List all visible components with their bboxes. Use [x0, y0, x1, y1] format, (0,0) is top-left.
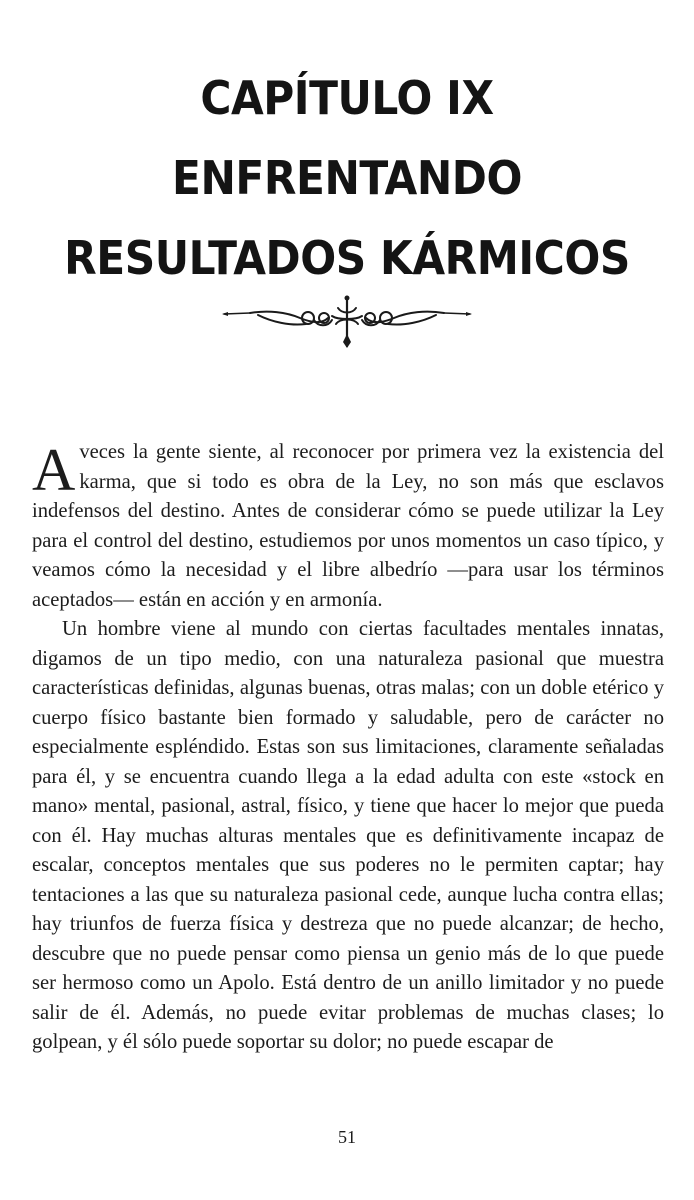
chapter-number: CAPÍTULO IX: [200, 71, 494, 125]
paragraph-1: [32, 438, 664, 615]
decorative-divider-ornament: [220, 294, 474, 350]
page-number: 51: [338, 1127, 356, 1147]
chapter-heading: [0, 58, 694, 298]
drop-cap-letter: A: [32, 437, 76, 503]
chapter-body-text: [32, 438, 664, 1058]
chapter-title-line-1: ENFRENTANDO: [172, 151, 522, 205]
paragraph-2: Un hombre viene al mundo con ciertas facultades mentales innatas, digamos de un tipo medio, con una naturaleza pasional que muestra características definidas, algunas buenas, otras malas; con un doble etérico y cuerpo físico bastante bien formado y saludable, pero de carácter no especialmente espléndido. Estas son sus limitaciones, claramente señaladas para él, y se encuentra cuando llega a la edad adulta con este «stock en mano» mental, pasional, astral, físico, y tiene que hacer lo mejor que pueda con él. Hay muchas alturas mentales que es definitivamente incapaz de escalar, conceptos mentales que sus poderes no le permiten captar; hay tentaciones a las que su naturaleza pasional cede, aunque lucha contra ellas; hay triunfos de fuerza física y destreza que no puede alcanzar; de hecho, descubre que no puede pensar como piensa un genio más de lo que puede ser hermoso como un Apolo. Está dentro de un anillo limitador y no puede salir de él. Además, no puede evitar problemas de muchas clases; lo golpean, y él sólo puede soportar su dolor; no puede escapar de: [32, 618, 664, 1053]
chapter-title-line-2: RESULTADOS KÁRMICOS: [64, 231, 630, 285]
paragraph-1-text: veces la gente siente, al reconocer por primera vez la existencia del karma, que si todo es obra de la Ley, no son más que esclavos indefensos del destino. Antes de considerar cómo se puede utilizar la Ley para el control del destino, estudiemos por unos momentos un caso típico, y veamos cómo la necesidad y el libre albedrío —para usar los términos aceptados— están en acción y en armonía.: [32, 441, 664, 611]
